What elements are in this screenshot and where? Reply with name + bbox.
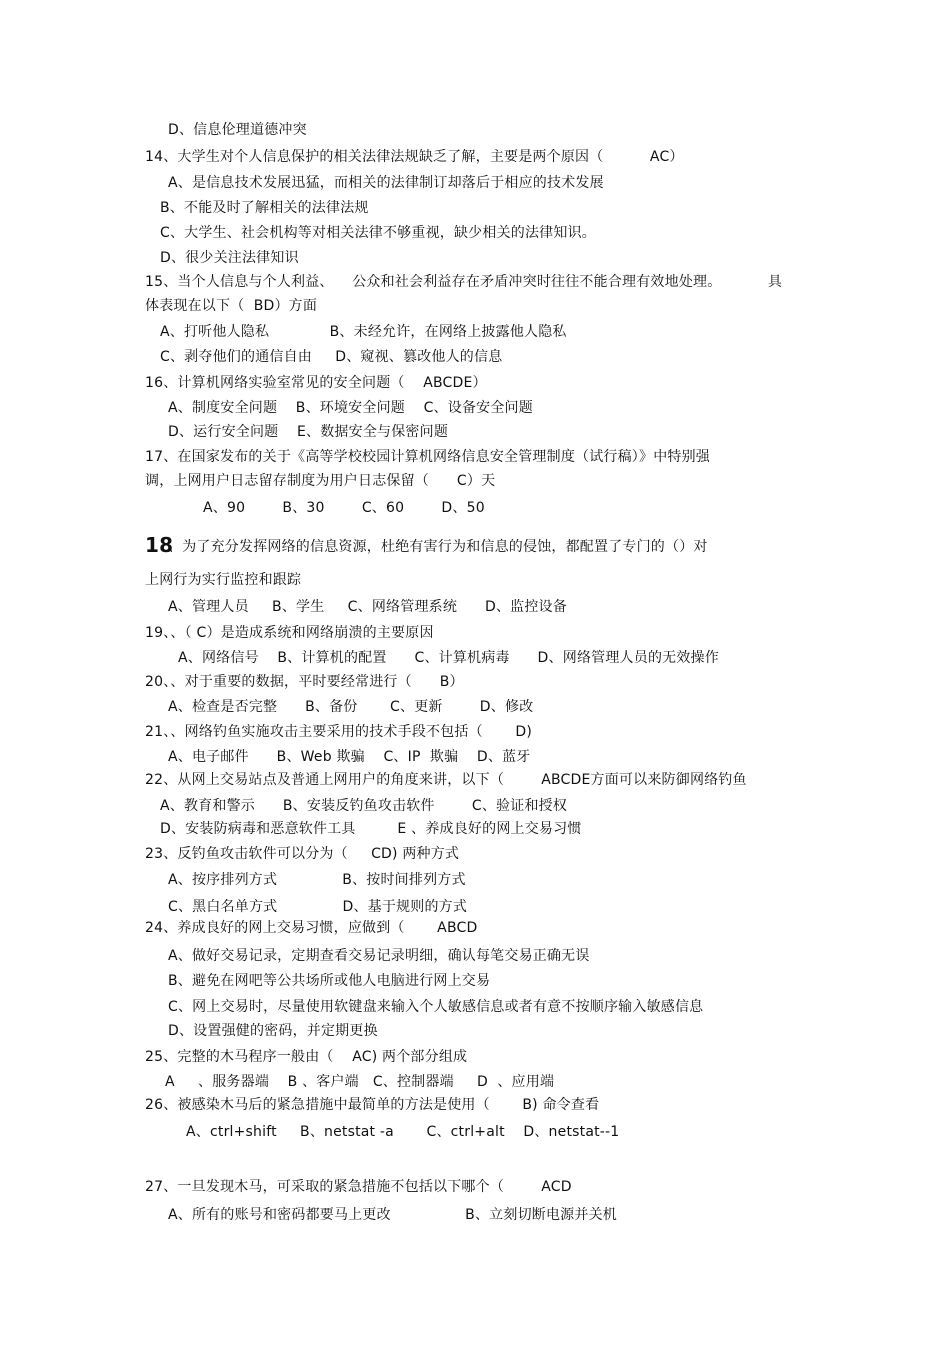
question-26: 26、被感染木马后的紧急措施中最简单的方法是使用（ B) 命令查看 (145, 1097, 600, 1113)
question-14: 14、大学生对个人信息保护的相关法律法规缺乏了解，主要是两个原因（ AC） (145, 149, 684, 165)
question-17-cont: 调，上网用户日志留存制度为用户日志保留（ C）天 (145, 473, 496, 489)
option-line: A、是信息技术发展迅猛，而相关的法律制订却落后于相应的技术发展 (168, 175, 604, 191)
option-line: C、剥夺他们的通信自由 D、窥视、篡改他人的信息 (160, 349, 503, 365)
question-18-cont: 上网行为实行监控和跟踪 (145, 572, 302, 588)
question-21: 21、、网络钓鱼实施攻击主要采用的技术手段不包括（ D) (145, 724, 533, 740)
question-15: 15、当个人信息与个人利益、 公众和社会利益存在矛盾冲突时往往不能合理有效地处理。 具 (145, 274, 783, 290)
question-23: 23、反钓鱼攻击软件可以分为（ CD) 两种方式 (145, 846, 460, 862)
option-line: B、避免在网吧等公共场所或他人电脑进行网上交易 (168, 973, 491, 989)
question-24: 24、养成良好的网上交易习惯，应做到（ ABCD (145, 920, 478, 936)
question-20: 20、、对于重要的数据，平时要经常进行（ B） (145, 674, 464, 690)
option-line: A、制度安全问题 B、环境安全问题 C、设备安全问题 (168, 400, 533, 416)
option-line: D、设置强健的密码，并定期更换 (168, 1023, 378, 1039)
option-line: A、ctrl+shift B、netstat -a C、ctrl+alt D、netstat--1 (186, 1124, 620, 1140)
option-line: D、很少关注法律知识 (160, 250, 299, 266)
option-line: A、检查是否完整 B、备份 C、更新 D、修改 (168, 699, 534, 715)
option-line: A、打听他人隐私 B、未经允许，在网络上披露他人隐私 (160, 324, 567, 340)
option-line: D、安装防病毒和恶意软件工具 E 、养成良好的网上交易习惯 (160, 821, 582, 837)
option-line: A、所有的账号和密码都要马上更改 B、立刻切断电源并关机 (168, 1207, 617, 1223)
option-line: C、网上交易时，尽量使用软键盘来输入个人敏感信息或者有意不按顺序输入敏感信息 (168, 999, 704, 1015)
option-line: A、管理人员 B、学生 C、网络管理系统 D、监控设备 (168, 599, 567, 615)
question-15-cont: 体表现在以下（ BD）方面 (145, 298, 318, 314)
question-17: 17、在国家发布的关于《高等学校校园计算机网络信息安全管理制度（试行稿）》中特别强 (145, 449, 711, 465)
text-line: D、信息伦理道德冲突 (168, 122, 307, 138)
option-line: A、网络信号 B、计算机的配置 C、计算机病毒 D、网络管理人员的无效操作 (178, 650, 719, 666)
option-line: D、运行安全问题 E、数据安全与保密问题 (168, 424, 449, 440)
option-line: A、90 B、30 C、60 D、50 (203, 500, 485, 516)
question-22: 22、从网上交易站点及普通上网用户的角度来讲，以下（ ABCDE方面可以来防御网络钓鱼 (145, 772, 747, 788)
question-27: 27、一旦发现木马，可采取的紧急措施不包括以下哪个（ ACD (145, 1179, 572, 1195)
question-19: 19、、（ C）是造成系统和网络崩溃的主要原因 (145, 625, 434, 641)
option-line: C、大学生、社会机构等对相关法律不够重视，缺少相关的法律知识。 (160, 225, 596, 241)
question-25: 25、完整的木马程序一般由（ AC) 两个部分组成 (145, 1049, 468, 1065)
option-line: A 、服务器端 B 、客户端 C、控制器端 D 、应用端 (165, 1074, 555, 1090)
option-line: B、不能及时了解相关的法律法规 (160, 200, 369, 216)
option-line: A、电子邮件 B、Web 欺骗 C、IP 欺骗 D、蓝牙 (168, 749, 531, 765)
question-18: 、为了充分发挥网络的信息资源，杜绝有害行为和信息的侵蚀，都配置了专门的（）对 (168, 539, 708, 555)
option-line: A、按序排列方式 B、按时间排列方式 (168, 872, 466, 888)
question-18-number: 18 (145, 533, 174, 557)
question-16: 16、计算机网络实验室常见的安全问题（ ABCDE） (145, 375, 487, 391)
option-line: A、做好交易记录，定期查看交易记录明细，确认每笔交易正确无误 (168, 948, 590, 964)
option-line: A、教育和警示 B、安装反钓鱼攻击软件 C、验证和授权 (160, 798, 568, 814)
option-line: C、黑白名单方式 D、基于规则的方式 (168, 899, 468, 915)
